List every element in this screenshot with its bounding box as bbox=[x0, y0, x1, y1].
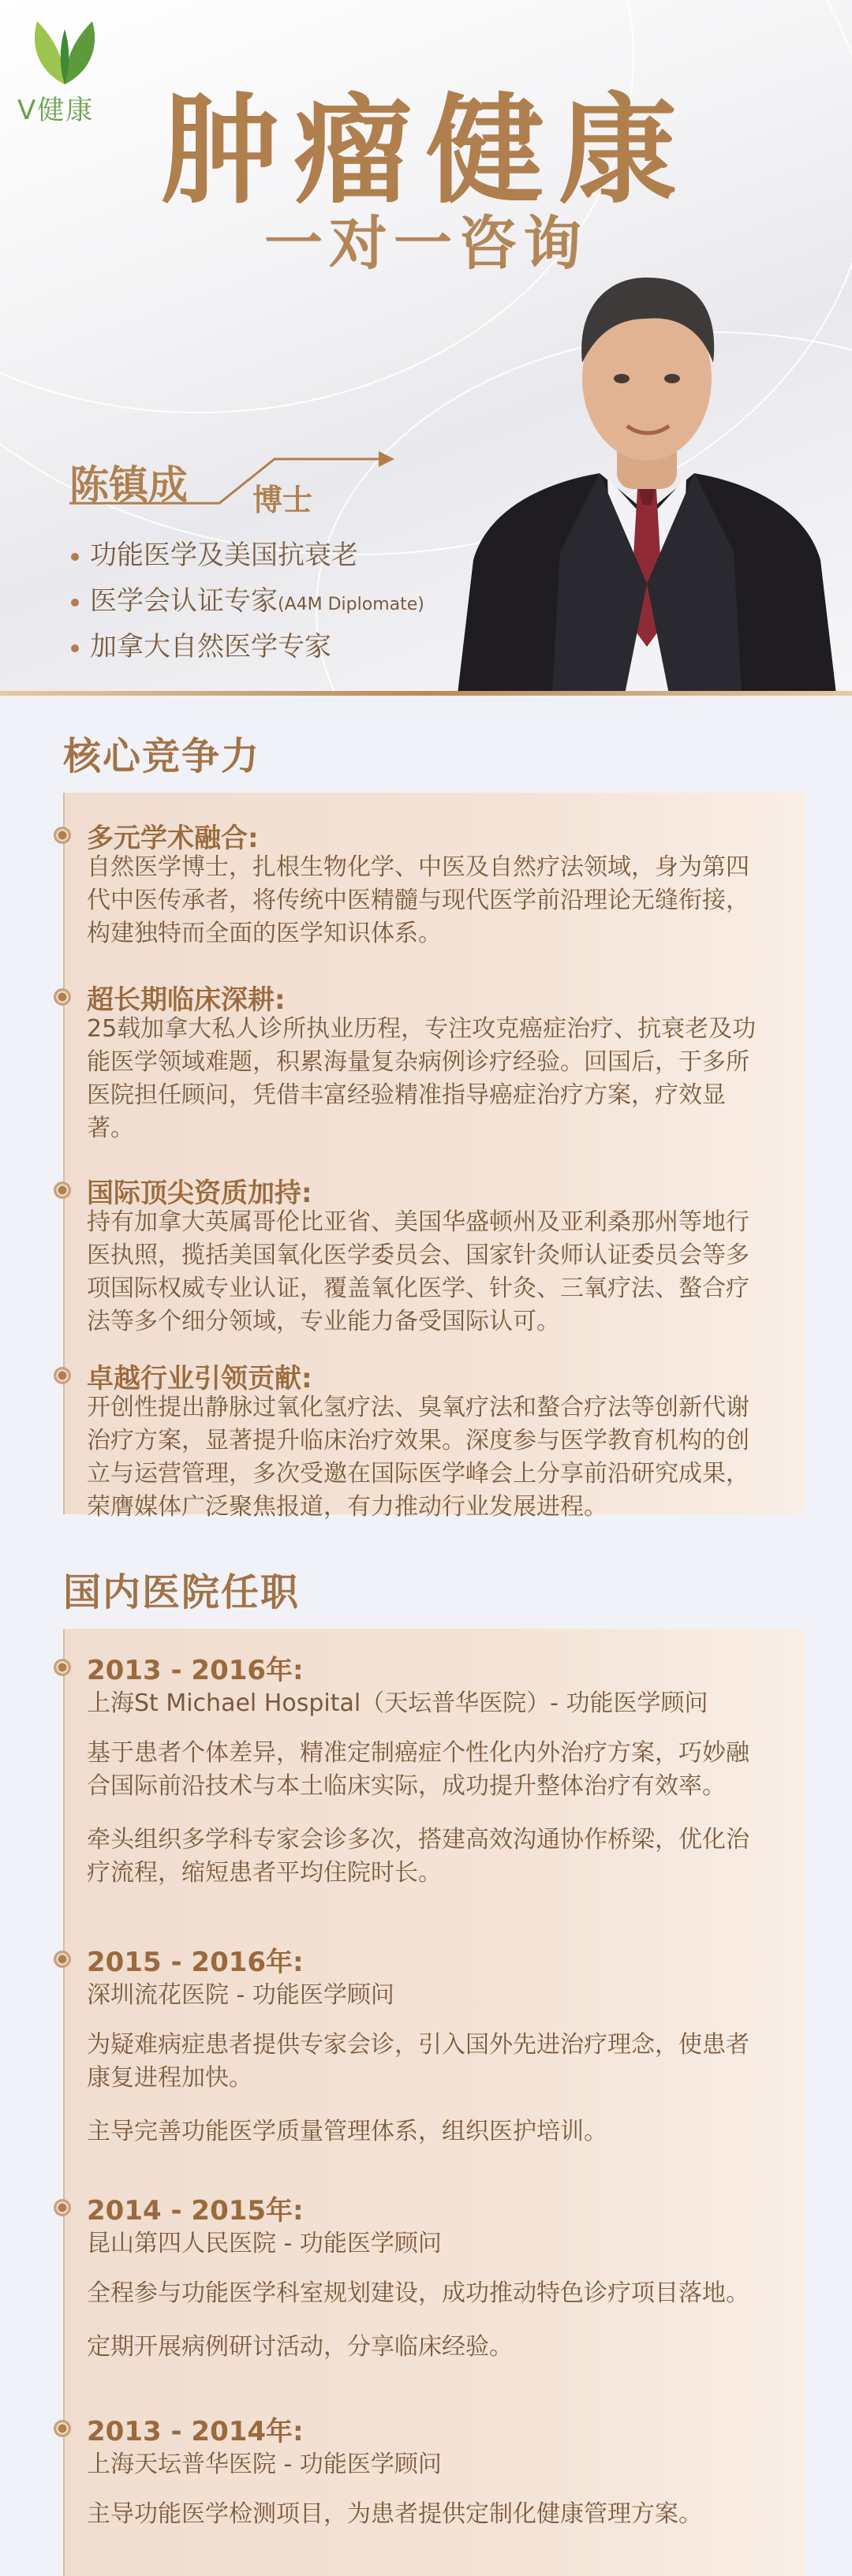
timeline-dot-icon bbox=[54, 1659, 71, 1676]
timeline-dot-icon bbox=[54, 1182, 71, 1199]
timeline-dot-icon bbox=[54, 1367, 71, 1384]
doctor-portrait bbox=[442, 252, 852, 694]
position-title: 上海天坛普华医院 - 功能医学顾问 bbox=[87, 2451, 442, 2478]
timeline-dot-icon bbox=[54, 2420, 71, 2437]
position-item bbox=[63, 1648, 805, 1940]
core-item-text: 开创性提出静脉过氧化氢疗法、臭氧疗法和螯合疗法等创新代谢 治疗方案，显著提升临床治疗效果。深度参与医学教育机构的创 立与运营管理，多次受邀在国际医学峰会上分享前沿研究成果， 荣膺媒体广泛聚焦报道，有力推动行业发展进程。 bbox=[87, 1394, 749, 1521]
hero-banner bbox=[0, 0, 852, 694]
doctor-name: 陈镇成 bbox=[69, 462, 188, 508]
position-item bbox=[63, 2189, 805, 2402]
timeline-dot-icon bbox=[54, 827, 71, 844]
position-text: 主导功能医学检测项目，为患者提供定制化健康管理方案。 bbox=[87, 2500, 702, 2528]
position-text: 基于患者个体差异，精准定制癌症个性化内外治疗方案，巧妙融 合国际前沿技术与本土临床实际，成功提升整体治疗有效率。 牵头组织多学科专家会诊多次，搭建高效沟通协作桥梁，优化治 疗流程，缩短患者平均住院时长。 bbox=[87, 1739, 749, 1887]
core-item-text: 持有加拿大英属哥伦比亚省、美国华盛顿州及亚利桑那州等地行 医执照，揽括美国氧化医学委员会、国家针灸师认证委员会等多 项国际权威专业认证，覆盖氧化医学、针灸、三氧疗法、螯合疗 法等多个细分领域，专业能力备受国际认可。 bbox=[87, 1208, 749, 1335]
timeline-dot-icon bbox=[54, 2199, 71, 2216]
position-period: 2014 - 2015年: bbox=[87, 2195, 304, 2227]
position-title: 深圳流花医院 - 功能医学顾问 bbox=[87, 1981, 394, 2009]
position-item bbox=[63, 1940, 805, 2185]
core-item-text: 25载加拿大私人诊所执业历程，专注攻克癌症治疗、抗衰老及功 能医学领域难题，积累海量复杂病例诊疗经验。回国后，于多所 医院担任顾问，凭借丰富经验精准指导癌症治疗方案，疗效显 著。 bbox=[87, 1015, 757, 1142]
doctor-title: 博士 bbox=[252, 483, 313, 517]
position-title: 上海St Michael Hospital（天坛普华医院）- 功能医学顾问 bbox=[87, 1689, 708, 1717]
position-item bbox=[63, 2410, 805, 2567]
timeline-dot-icon bbox=[54, 988, 71, 1006]
doctor-name-block bbox=[69, 454, 313, 517]
section-title-core: 核心竞争力 bbox=[63, 734, 261, 778]
position-title: 昆山第四人民医院 - 功能医学顾问 bbox=[87, 2230, 442, 2257]
core-item-text: 自然医学博士，扎根生物化学、中医及自然疗法领域，身为第四 代中医传承者，将传统中医精髓与现代医学前沿理论无缝衔接， 构建独特而全面的医学知识体系。 bbox=[87, 853, 749, 947]
core-item bbox=[63, 978, 805, 1159]
hospital-panel bbox=[63, 1629, 805, 2576]
core-panel bbox=[63, 793, 805, 1521]
section-title-hospital: 国内医院任职 bbox=[63, 1570, 301, 1615]
core-item-heading: 国际顶尖资质加持: bbox=[87, 1178, 312, 1209]
timeline-dot-icon bbox=[54, 1951, 71, 1968]
page-subtitle: 一对一咨询 bbox=[264, 210, 588, 278]
credential-note: (A4M Diplomate) bbox=[278, 595, 424, 614]
bullet-icon bbox=[71, 599, 79, 607]
position-period: 2013 - 2014年: bbox=[87, 2416, 304, 2447]
gold-divider bbox=[0, 691, 852, 696]
position-text: 为疑难病症患者提供专家会诊，引入国外先进治疗理念，使患者 康复进程加快。 主导完善功能医学质量管理体系，组织医护培训。 bbox=[87, 2031, 749, 2145]
credential-list bbox=[71, 532, 424, 670]
core-item bbox=[63, 816, 805, 974]
logo-text: V健康 bbox=[17, 95, 95, 126]
credential-item: 功能医学及美国抗衰老 bbox=[71, 532, 424, 578]
page-title: 肿瘤健康 bbox=[160, 83, 691, 220]
core-item bbox=[63, 1357, 805, 1521]
core-item bbox=[63, 1171, 805, 1353]
core-item-heading: 超长期临床深耕: bbox=[87, 984, 286, 1016]
core-item-heading: 多元学术融合: bbox=[87, 823, 259, 854]
position-text: 全程参与功能医学科室规划建设，成功推动特色诊疗项目落地。 定期开展病例研讨活动，分享临床经验。 bbox=[87, 2279, 749, 2361]
credential-item: 医学会认证专家(A4M Diplomate) bbox=[71, 578, 424, 624]
core-item-heading: 卓越行业引领贡献: bbox=[87, 1363, 312, 1394]
credential-item: 加拿大自然医学专家 bbox=[71, 624, 424, 670]
position-period: 2015 - 2016年: bbox=[87, 1947, 304, 1978]
bullet-icon bbox=[71, 644, 79, 652]
position-period: 2013 - 2016年: bbox=[87, 1655, 304, 1686]
bullet-icon bbox=[71, 553, 79, 561]
